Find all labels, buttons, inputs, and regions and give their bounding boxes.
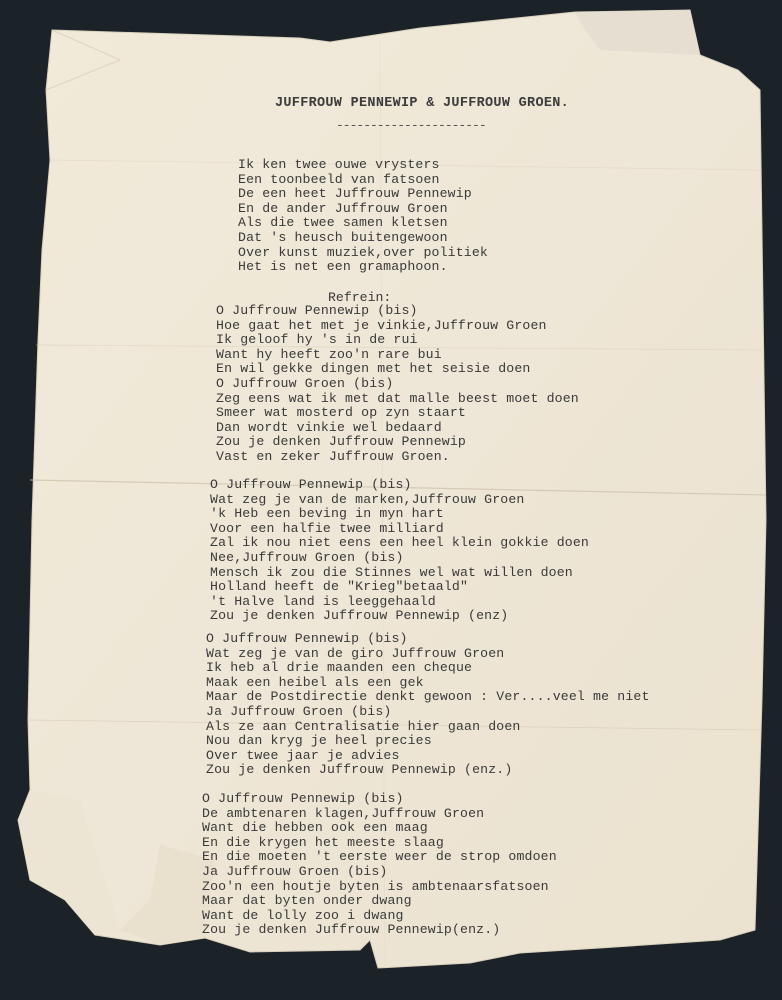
lyric-line: Dat 's heusch buitengewoon xyxy=(238,229,448,245)
lyric-line: Wat zeg je van de giro Juffrouw Groen xyxy=(206,645,505,661)
lyric-line: En wil gekke dingen met het seisie doen xyxy=(216,361,531,377)
lyric-line: Holland heeft de "Krieg"betaald" xyxy=(210,579,469,595)
lyric-line: Ja Juffrouw Groen (bis) xyxy=(206,703,392,719)
stanza-2 xyxy=(216,304,579,465)
lyric-line: 'k Heb een beving in myn hart xyxy=(210,506,444,522)
lyric-line: Want hy heeft zoo'n rare bui xyxy=(216,346,442,362)
lyric-line: Voor een halfie twee milliard xyxy=(210,520,444,536)
lyric-line: Als die twee samen kletsen xyxy=(238,215,448,231)
lyric-line: Nee,Juffrouw Groen (bis) xyxy=(210,549,404,565)
lyric-line: Maak een heibel als een gek xyxy=(206,674,424,690)
lyric-line: De ambtenaren klagen,Juffrouw Groen xyxy=(202,805,485,821)
lyric-line: Zou je denken Juffrouw Pennewip (enz) xyxy=(210,608,509,624)
stanza-5 xyxy=(202,792,557,938)
lyric-line: Dan wordt vinkie wel bedaard xyxy=(216,419,442,435)
lyric-line: Zou je denken Juffrouw Pennewip (enz.) xyxy=(206,762,513,778)
lyric-line: 't Halve land is leeggehaald xyxy=(210,593,436,609)
lyric-line: O Juffrouw Groen (bis) xyxy=(216,375,394,391)
lyric-line: Zal ik nou niet eens een heel klein gokkie doen xyxy=(210,535,589,551)
lyric-line: En die moeten 't eerste weer de strop omdoen xyxy=(202,849,557,865)
lyric-line: Want die hebben ook een maag xyxy=(202,820,428,836)
document-title: JUFFROUW PENNEWIP & JUFFROUW GROEN. xyxy=(275,96,570,111)
lyric-line: De een heet Juffrouw Pennewip xyxy=(238,186,472,202)
lyric-line: Mensch ik zou die Stinnes wel wat willen doen xyxy=(210,564,573,580)
lyric-line: Ja Juffrouw Groen (bis) xyxy=(202,863,388,879)
lyric-line: Zou je denken Juffrouw Pennewip xyxy=(216,434,466,450)
title-underline: ---------------------- xyxy=(336,118,486,133)
lyric-line: Maar de Postdirectie denkt gewoon : Ver....veel me niet xyxy=(206,689,650,705)
lyric-line: Vast en zeker Juffrouw Groen. xyxy=(216,448,450,464)
stanza-4 xyxy=(206,632,650,778)
lyric-line: O Juffrouw Pennewip (bis) xyxy=(202,791,404,806)
lyric-line: O Juffrouw Pennewip (bis) xyxy=(210,477,412,492)
lyric-line: Zoo'n een houtje byten is ambtenaarsfatsoen xyxy=(202,878,549,894)
stanza-3 xyxy=(210,478,589,624)
lyric-line: Een toonbeeld van fatsoen xyxy=(238,171,440,187)
lyric-line: Hoe gaat het met je vinkie,Juffrouw Groen xyxy=(216,317,547,333)
lyric-line: Want de lolly zoo i dwang xyxy=(202,907,404,923)
lyric-line: Het is net een gramaphoon. xyxy=(238,259,448,275)
lyric-line: Zeg eens wat ik met dat malle beest moet doen xyxy=(216,390,579,406)
lyric-line: Zou je denken Juffrouw Pennewip(enz.) xyxy=(202,922,501,938)
lyric-line: Wat zeg je van de marken,Juffrouw Groen xyxy=(210,491,525,507)
lyric-line: Nou dan kryg je heel precies xyxy=(206,733,432,749)
lyric-line: Maar dat byten onder dwang xyxy=(202,893,412,909)
lyric-line: Ik heb al drie maanden een cheque xyxy=(206,660,473,676)
lyric-line: En die krygen het meeste slaag xyxy=(202,834,444,850)
lyric-line: Ik geloof hy 's in de rui xyxy=(216,332,418,348)
lyric-line: Ik ken twee ouwe vrysters xyxy=(238,157,440,172)
refrain-label: Refrein: xyxy=(328,290,392,305)
lyric-line: Smeer wat mosterd op zyn staart xyxy=(216,405,466,421)
lyric-line: Over twee jaar je advies xyxy=(206,747,400,763)
lyric-line: O Juffrouw Pennewip (bis) xyxy=(216,303,418,318)
lyric-line: Als ze aan Centralisatie hier gaan doen xyxy=(206,718,521,734)
lyric-line: En de ander Juffrouw Groen xyxy=(238,200,448,216)
lyric-line: Over kunst muziek,over politiek xyxy=(238,244,488,260)
lyric-line: O Juffrouw Pennewip (bis) xyxy=(206,631,408,646)
stanza-1 xyxy=(238,158,488,275)
